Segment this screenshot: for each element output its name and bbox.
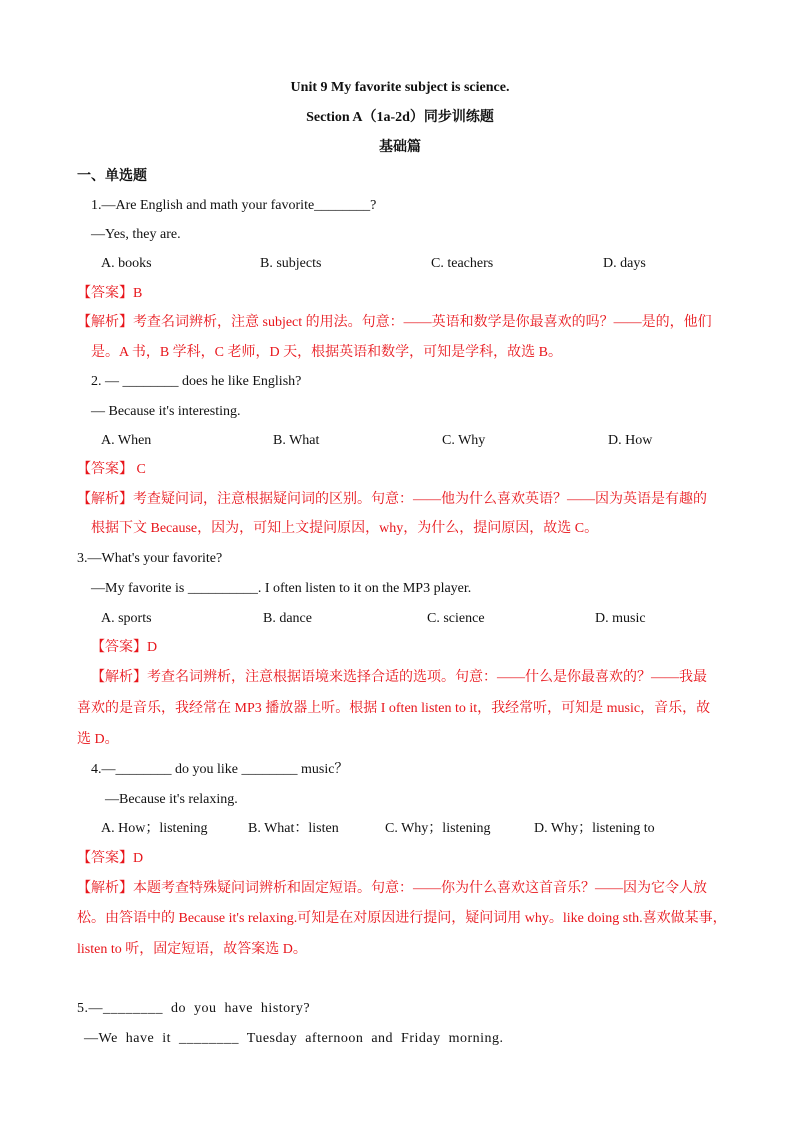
question-3-option-d: D. music	[595, 611, 646, 626]
question-1-reply: —Yes, they are.	[91, 227, 181, 242]
question-3-analysis-line-3: 选 D。	[77, 732, 119, 747]
question-2-analysis-line-2: 根据下文 Because，因为，可知上文提问原因，why，为什么，提问原因，故选 C。	[91, 521, 599, 536]
question-4-option-a: A. How；listening	[101, 821, 208, 836]
question-2-option-b: B. What	[273, 433, 320, 448]
question-3-option-c: C. science	[427, 611, 485, 626]
level-subtitle: 基础篇	[379, 140, 421, 155]
question-3-stem: 3.—What's your favorite?	[77, 551, 223, 566]
question-3-answer: 【答案】D	[91, 640, 158, 655]
question-4-analysis-line-2: 松。由答语中的 Because it's relaxing.可知是在对原因进行提问，疑问词用 why。like doing sth.喜欢做某事，	[77, 911, 727, 926]
question-4-option-c: C. Why；listening	[385, 821, 491, 836]
document-title: Unit 9 My favorite subject is science.	[290, 80, 510, 95]
question-4-answer: 【答案】D	[77, 851, 144, 866]
question-4-option-d: D. Why；listening to	[534, 821, 655, 836]
question-2-stem: 2. — ________ does he like English?	[91, 374, 302, 389]
question-2-option-c: C. Why	[442, 433, 486, 448]
question-1-analysis-line-1: 【解析】考查名词辨析，注意 subject 的用法。句意：——英语和数学是你最喜欢的吗？——是的，他们	[77, 315, 712, 330]
question-3-option-b: B. dance	[263, 611, 312, 626]
question-3-analysis-line-2: 喜欢的是音乐，我经常在 MP3 播放器上听。根据 I often listen to it，我经常听，可知是 music，音乐，故	[77, 701, 711, 716]
question-1-answer: 【答案】B	[77, 286, 143, 301]
section-title: Section A（1a-2d）同步训练题	[306, 110, 494, 125]
question-4-option-b: B. What：listen	[248, 821, 339, 836]
question-2-analysis-line-1: 【解析】考查疑问词，注意根据疑问词的区别。句意：——他为什么喜欢英语？——因为英语是有趣的	[77, 492, 707, 507]
question-5-stem: 5.—________ do you have history?	[77, 1001, 311, 1016]
question-4-analysis-line-3: listen to 听，固定短语，故答案选 D。	[77, 942, 307, 957]
question-3-analysis-line-1: 【解析】考查名词辨析，注意根据语境来选择合适的选项。句意：——什么是你最喜欢的？——我最	[91, 670, 707, 685]
question-1-analysis-line-2: 是。A 书，B 学科，C 老师，D 天，根据英语和数学，可知是学科，故选 B。	[91, 345, 562, 360]
question-2-option-a: A. When	[101, 433, 152, 448]
question-1-option-d: D. days	[603, 256, 646, 271]
question-1-option-b: B. subjects	[260, 256, 322, 271]
question-5-reply: —We have it ________ Tuesday afternoon and Friday morning.	[84, 1031, 504, 1046]
question-1-stem: 1.—Are English and math your favorite________?	[91, 198, 377, 213]
question-2-answer: 【答案】 C	[77, 462, 146, 477]
question-1-option-a: A. books	[101, 256, 152, 271]
part-heading: 一、单选题	[77, 169, 147, 184]
question-3-option-a: A. sports	[101, 611, 152, 626]
question-4-analysis-line-1: 【解析】本题考查特殊疑问词辨析和固定短语。句意：——你为什么喜欢这首音乐？——因为它令人放	[77, 881, 707, 896]
question-3-reply: —My favorite is __________. I often listen to it on the MP3 player.	[91, 581, 472, 596]
question-2-reply: — Because it's interesting.	[91, 404, 241, 419]
question-1-option-c: C. teachers	[431, 256, 494, 271]
question-4-reply: —Because it's relaxing.	[105, 792, 238, 807]
question-4-stem: 4.—________ do you like ________ music？	[91, 762, 349, 777]
question-2-option-d: D. How	[608, 433, 653, 448]
